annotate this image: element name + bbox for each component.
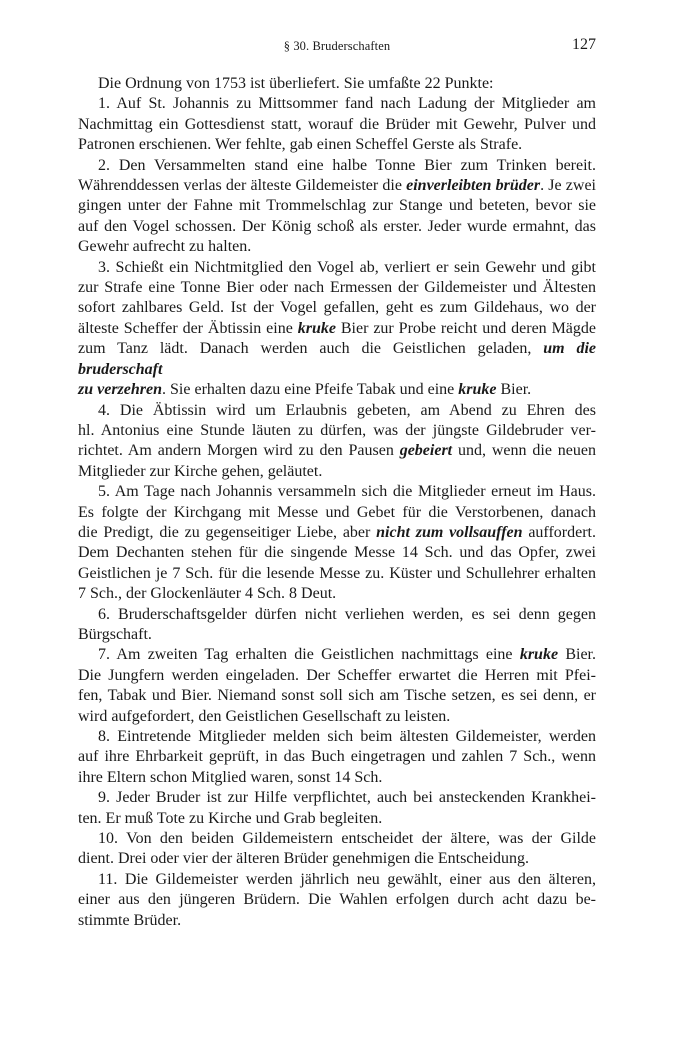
emphasis: um die bruderschaft: [78, 340, 597, 378]
text-line: gingen unter der Fahne mit Trommelschlag zur Stange und beteten, bevor sie: [78, 197, 596, 215]
text-line: ihre Eltern schon Mitglied waren, sonst 14 Sch.: [78, 768, 383, 786]
text-line: Bürgschaft.: [78, 625, 152, 643]
text-line: 8. Eintretende Mitglieder melden sich beim ältesten Gildemeister, werden: [98, 728, 596, 745]
text-line: fen, Tabak und Bier. Niemand sonst soll sich am Tische setzen, es sei denn, er: [78, 687, 596, 705]
emphasis: zu verzehren: [78, 381, 163, 399]
text-line: 9. Jeder Bruder ist zur Hilfe verpflichtet, auch bei ansteckenden Krankhei-: [98, 789, 596, 807]
text-line: 7 Sch., der Glockenläuter 4 Sch. 8 Deut.: [78, 585, 337, 603]
emphasis: kruke: [297, 319, 336, 337]
text-line: 11. Die Gildemeister werden jährlich neu gewählt, einer aus den älteren,: [98, 870, 596, 888]
text-line: 2. Den Versammelten stand eine halbe Tonne Bier zum Trinken bereit.: [98, 156, 596, 174]
body-text: [78, 74, 596, 931]
text-line: die Predigt, die zu gegenseitiger Liebe, aber nicht zum vollsauffen auffordert.: [78, 523, 596, 541]
text-line: Es folgte der Kirchgang mit Messe und Gebet für die Verstorbenen, danach: [78, 503, 596, 521]
emphasis: einverleibten brüder: [406, 177, 541, 195]
text-line: hl. Antonius eine Stunde läuten zu dürfen, was der jüngste Gildebruder ver-: [78, 421, 596, 439]
emphasis: gebeiert: [399, 442, 453, 460]
running-head: [78, 36, 596, 59]
text-line: zu verzehren. Sie erhalten dazu eine Pfeife Tabak und eine kruke Bier.: [78, 381, 532, 399]
text-line: Währenddessen verlas der älteste Gildemeister die einverleibten brüder. Je zwei: [78, 177, 597, 195]
text-line: Geistlichen je 7 Sch. für die lesende Messe zu. Küster und Schullehrer erhalten: [78, 564, 596, 582]
text-line: 7. Am zweiten Tag erhalten die Geistlichen nachmittags eine kruke Bier.: [98, 646, 596, 664]
text-line: Dem Dechanten stehen für die singende Messe 14 Sch. und das Opfer, zwei: [78, 544, 596, 562]
text-line: Die Ordnung von 1753 ist überliefert. Sie umfaßte 22 Punkte:: [98, 75, 494, 92]
text-line: 3. Schießt ein Nichtmitglied den Vogel ab, verliert er sein Gewehr und gibt: [98, 258, 596, 276]
emphasis: nicht zum vollsauffen: [376, 523, 523, 541]
text-line: 4. Die Äbtissin wird um Erlaubnis gebeten, am Abend zu Ehren des: [98, 401, 596, 419]
text-line: zum Tanz lädt. Danach werden auch die Geistlichen geladen, um die bruderschaft: [78, 340, 597, 378]
text-line: 10. Von den beiden Gildemeistern entscheidet der ältere, was der Gilde: [98, 830, 596, 848]
text-line: einer aus den jüngeren Brüdern. Die Wahlen erfolgen durch acht dazu be-: [78, 891, 596, 909]
emphasis: kruke: [458, 381, 497, 399]
text-line: auf ihre Ehrbarkeit geprüft, in das Buch eingetragen und zahlen 7 Sch., wenn: [78, 748, 596, 766]
text-line: Nachmittag ein Gottesdienst statt, worauf die Brüder mit Gewehr, Pulver und: [78, 115, 596, 133]
text-line: 6. Bruderschaftsgelder dürfen nicht verliehen werden, es sei denn gegen: [98, 605, 596, 623]
text-line: dient. Drei oder vier der älteren Brüder genehmigen die Entscheidung.: [78, 850, 529, 868]
text-line: älteste Scheffer der Äbtissin eine kruke Bier zur Probe reicht und deren Mägde: [78, 319, 597, 337]
text-line: ten. Er muß Tote zu Kirche und Grab begleiten.: [78, 809, 383, 827]
section-title: § 30. Bruderschaften: [283, 39, 391, 53]
text-line: stimmte Brüder.: [78, 911, 182, 929]
text-line: 5. Am Tage nach Johannis versammeln sich die Mitglieder erneut im Haus.: [98, 483, 596, 501]
text-line: Patronen erschienen. Wer fehlte, gab einen Scheffel Gerste als Strafe.: [78, 136, 523, 154]
text-line: zur Strafe eine Tonne Bier oder nach Ermessen der Gildemeister und Ältesten: [78, 279, 596, 297]
text-line: Mitglieder zur Kirche gehen, geläutet.: [78, 462, 323, 480]
emphasis: kruke: [519, 646, 559, 664]
text-line: 1. Auf St. Johannis zu Mittsommer fand nach Ladung der Mitglieder am: [98, 95, 596, 113]
text-line: Gewehr aufrecht zu halten.: [78, 238, 252, 256]
text-line: richtet. Am andern Morgen wird zu den Pausen gebeiert und, wenn die neuen: [78, 442, 597, 460]
page-number: 127: [572, 36, 596, 53]
text-line: wird aufgefordert, den Geistlichen Gesellschaft zu leisten.: [78, 707, 451, 725]
text-line: Die Jungfern werden eingeladen. Der Scheffer erwartet die Herren mit Pfei-: [78, 666, 596, 684]
text-line: auf den Vogel schossen. Der König schoß als erster. Jeder wurde ermahnt, das: [78, 217, 596, 235]
text-line: sofort zahlbares Geld. Ist der Vogel gefallen, geht es zum Gildehaus, wo der: [78, 299, 596, 317]
